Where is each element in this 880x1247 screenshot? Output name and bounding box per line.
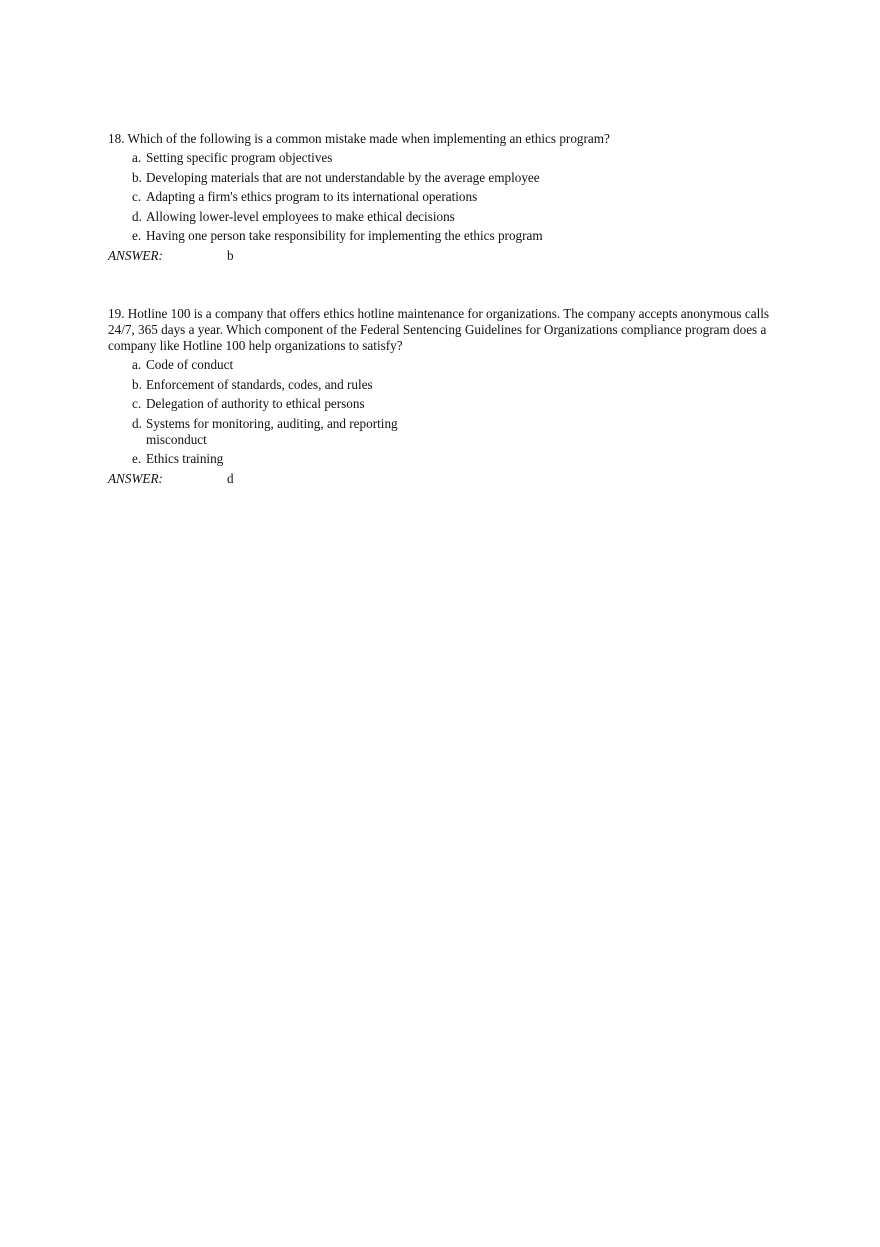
- option-text: Systems for monitoring, auditing, and reporting misconduct: [146, 415, 398, 447]
- answer-row: [108, 248, 772, 264]
- option-e: [108, 228, 546, 244]
- question-19: [108, 306, 772, 487]
- answer-value: d: [227, 470, 234, 486]
- option-letter: e.: [132, 228, 142, 243]
- option-text: Delegation of authority to ethical persons: [146, 396, 365, 411]
- option-a: [108, 357, 772, 373]
- option-letter: b.: [132, 376, 142, 392]
- option-letter: b.: [132, 169, 142, 185]
- option-letter: c.: [132, 189, 142, 204]
- option-letter: d.: [132, 208, 142, 224]
- option-a: [108, 150, 772, 166]
- option-d: [108, 416, 446, 448]
- answer-value: b: [227, 247, 234, 263]
- option-d: [108, 209, 772, 225]
- option-letter: a.: [132, 357, 142, 372]
- option-list: [108, 357, 772, 467]
- question-18: [108, 131, 772, 264]
- option-c: [108, 189, 772, 205]
- option-b: [108, 170, 772, 186]
- option-c: [108, 396, 772, 412]
- option-e: [108, 451, 772, 467]
- option-letter: a.: [132, 150, 142, 165]
- answer-row: [108, 471, 772, 487]
- option-text: Code of conduct: [146, 357, 234, 372]
- option-text: Adapting a firm's ethics program to its international operations: [146, 189, 478, 204]
- option-text: Having one person take responsibility for implementing the ethics program: [146, 228, 543, 243]
- option-letter: d.: [132, 415, 142, 431]
- option-text: Developing materials that are not understandable by the average employee: [146, 169, 540, 185]
- option-b: [108, 377, 772, 393]
- option-text: Allowing lower-level employees to make ethical decisions: [146, 208, 455, 224]
- option-letter: e.: [132, 451, 142, 466]
- option-text: Enforcement of standards, codes, and rules: [146, 376, 373, 392]
- option-text: Ethics training: [146, 451, 224, 466]
- answer-label: ANSWER:: [108, 247, 163, 263]
- option-list: [108, 150, 772, 244]
- answer-label: ANSWER:: [108, 470, 163, 486]
- option-letter: c.: [132, 396, 142, 411]
- question-stem: 18. Which of the following is a common mistake made when implementing an ethics program?: [108, 131, 610, 146]
- question-stem: 19. Hotline 100 is a company that offers ethics hotline maintenance for organizations. The company accepts anonymous calls 24/7, 365 days a year. Which component of the Federal Sentencing Guidelines for Organizations compliance program does a company like Hotline 100 help organizations to satisfy?: [108, 306, 770, 353]
- option-text: Setting specific program objectives: [146, 150, 333, 165]
